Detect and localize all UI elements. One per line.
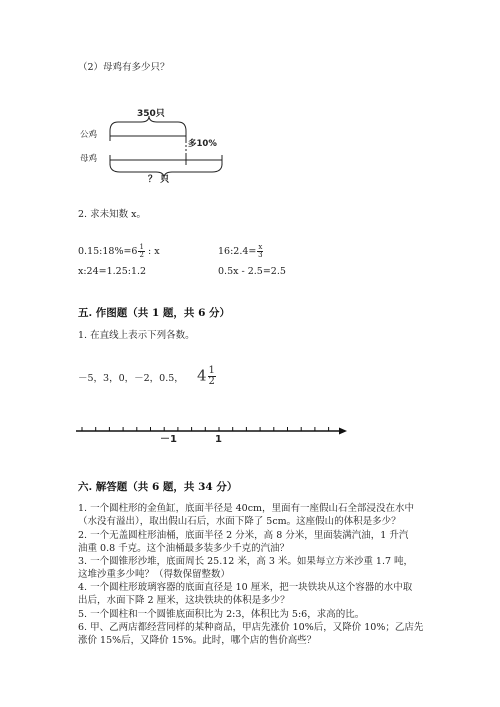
top-label: 350只: [137, 109, 165, 119]
problem-line: 涨价 15%后，又降价 15%。此时，哪个店的售价高些？: [78, 635, 317, 646]
problem-line: 4. 一个圆柱形玻璃容器的底面直径是 10 厘米，把一块铁块从这个容器的水中取: [78, 582, 413, 593]
numbers-list: －5，3，0，－2，0.5，: [78, 373, 184, 384]
section-5-question-1: 1. 在直线上表示下列各数。: [78, 330, 195, 341]
section-6-heading: 六. 解答题（共 6 题，共 34 分）: [78, 481, 238, 493]
problem-line: 5. 一个圆柱和一个圆锥底面积比为 2:3，体积比为 5:6，求高的比。: [78, 609, 365, 620]
tick-label-1: 1: [215, 434, 222, 445]
problem-line: 2. 一个无盖圆柱形油桶，底面半径 2 分米，高 8 分米，里面装满汽油，1 升汽: [78, 530, 409, 541]
tick-label-neg1: －1: [160, 434, 177, 445]
solve-title: 2. 求未知数 x。: [78, 209, 146, 220]
problem-line: 油重 0.8 千克。这个油桶最多装多少千克的汽油？: [78, 543, 290, 554]
bottom-label: ？ 只: [148, 175, 170, 185]
problem-line: 6. 甲、乙两店都经营同样的某种商品，甲店先涨价 10%后，又降价 10%；乙店先: [78, 622, 424, 633]
rooster-label: 公鸡: [80, 130, 98, 140]
extra-percent-label: 多10%: [188, 139, 217, 149]
number-line-arrow-icon: [339, 428, 347, 435]
problem-line: 1. 一个圆柱形的金鱼缸，底面半径是 40cm，里面有一座假山石全部浸没在水中: [78, 503, 415, 514]
equation-2: 16:2.4= $\frac{x}{3}$: [218, 243, 263, 259]
question-2-title: （2）母鸡有多少只？: [78, 62, 170, 73]
problem-line: 这堆沙重多少吨？（得数保留整数）: [78, 569, 231, 580]
equation-4: 0.5x - 2.5=2.5: [218, 266, 286, 277]
problem-line: （水没有溢出），取出假山石后，水面下降了 5cm。这座假山的体积是多少？: [78, 516, 401, 527]
problem-line: 3. 一个圆锥形沙堆，底面周长 25.12 米，高 3 米。如果每立方米沙重 1.7 吨，: [78, 556, 414, 567]
section-5-heading: 五. 作图题（共 1 题，共 6 分）: [78, 307, 231, 319]
equation-1: 0.15:18%=6 $\frac{1}{2}$ : x: [78, 243, 160, 259]
hen-label: 母鸡: [80, 154, 98, 164]
equation-3: x:24=1.25:1.2: [78, 266, 147, 277]
problem-line: 出后，水面下降 2 厘米，这块铁块的体积是多少？: [78, 595, 290, 606]
mixed-number: 4 $\frac{1}{2}$: [197, 365, 215, 387]
